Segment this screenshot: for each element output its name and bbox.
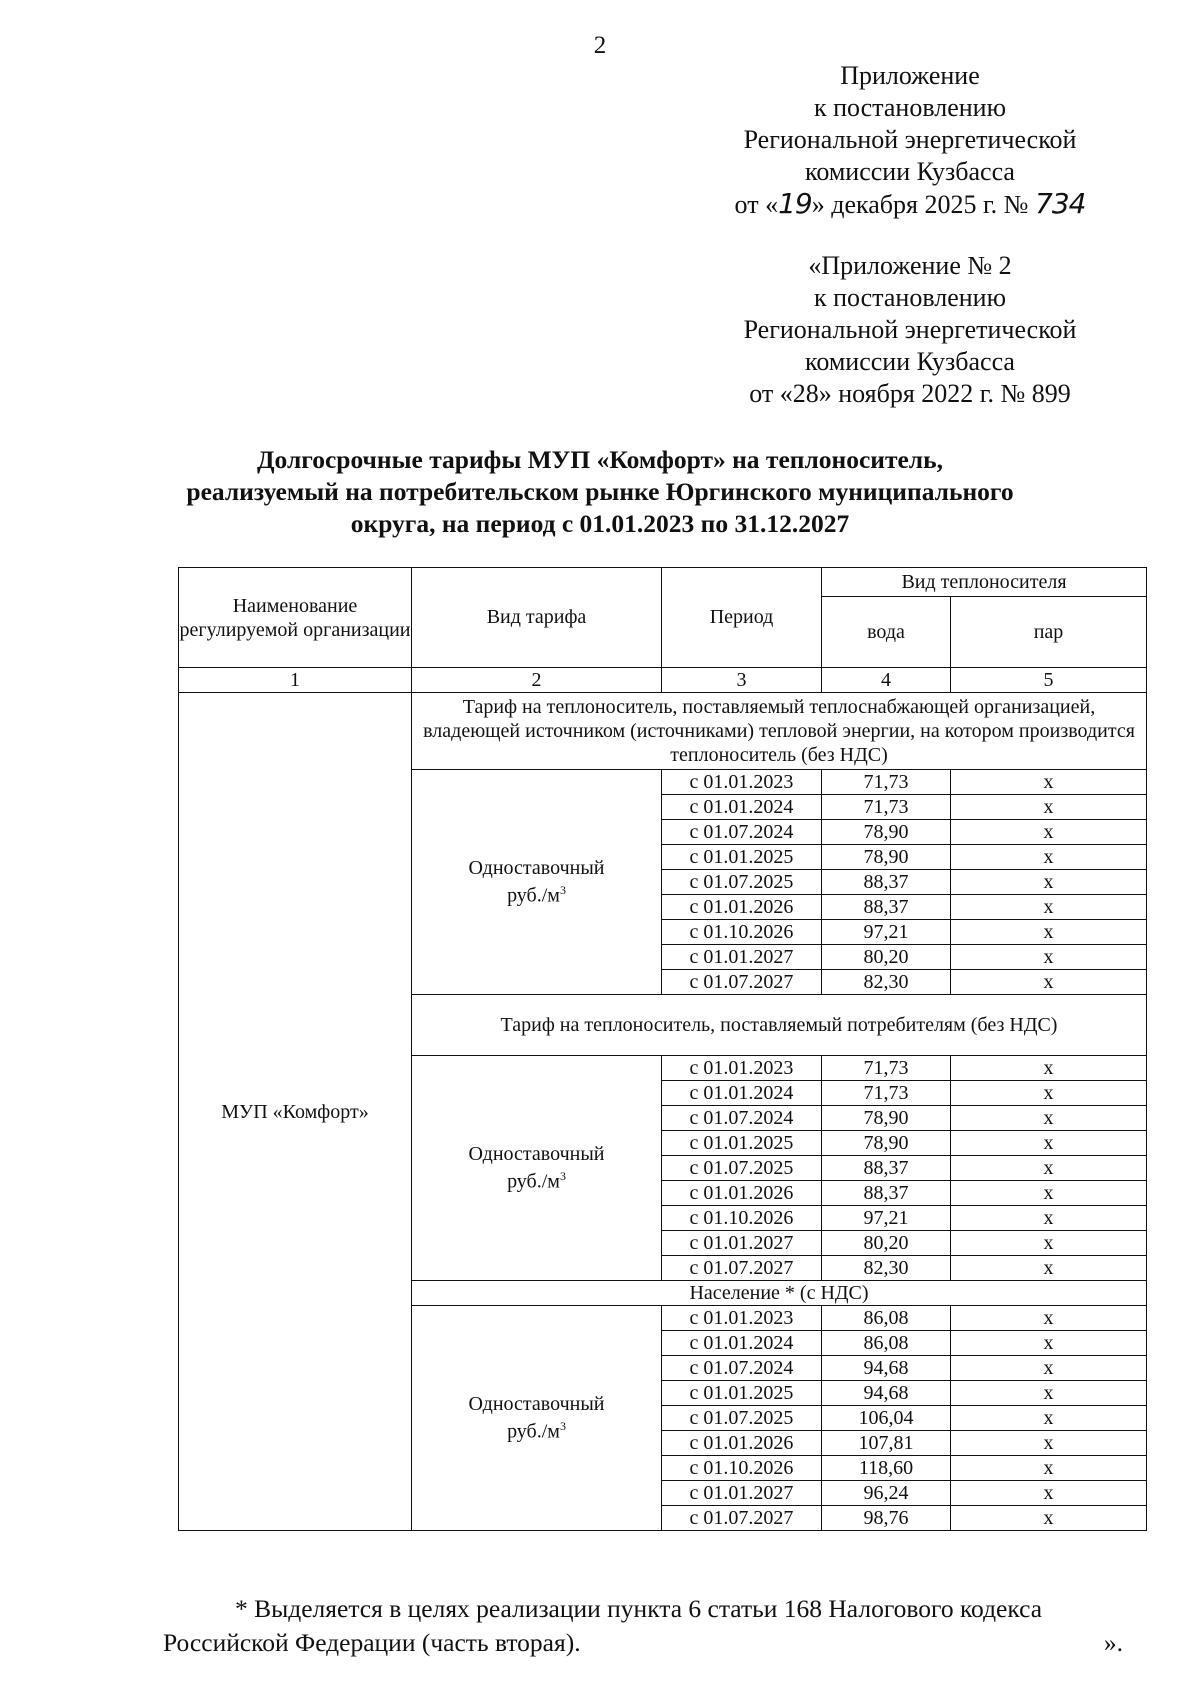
cell-steam: x xyxy=(951,1406,1147,1431)
cell-period: с 01.07.2024 xyxy=(662,1356,822,1381)
cell-period: с 01.01.2025 xyxy=(662,1131,822,1156)
cell-water: 106,04 xyxy=(822,1406,951,1431)
cell-water: 82,30 xyxy=(822,970,951,995)
cell-steam: x xyxy=(951,1231,1147,1256)
cell-water: 86,08 xyxy=(822,1331,951,1356)
cell-water: 88,37 xyxy=(822,870,951,895)
header-water: вода xyxy=(822,597,951,668)
cell-water: 71,73 xyxy=(822,770,951,795)
title-line: округа, на период с 01.01.2023 по 31.12.2027 xyxy=(350,509,850,538)
closing-quote: ». xyxy=(1103,1628,1123,1657)
tariff-label: Одноставочный xyxy=(468,1143,605,1166)
cell-water: 97,21 xyxy=(822,1206,951,1231)
unit-superscript: 3 xyxy=(559,1169,566,1184)
header-row xyxy=(179,568,1147,597)
section-title: Тариф на теплоноситель, поставляемый потребителям (без НДС) xyxy=(412,995,1147,1056)
cell-steam: x xyxy=(951,1306,1147,1331)
cell-period: с 01.01.2027 xyxy=(662,1231,822,1256)
cell-period: с 01.10.2026 xyxy=(662,920,822,945)
cell-steam: x xyxy=(951,1081,1147,1106)
cell-steam: x xyxy=(951,1456,1147,1481)
document-title xyxy=(150,444,1050,540)
appendix-line: к постановлению xyxy=(813,93,1007,122)
appendix-line: «Приложение № 2 xyxy=(808,251,1012,280)
appendix-line: от «28» ноября 2022 г. № 899 xyxy=(749,379,1071,408)
cell-water: 80,20 xyxy=(822,1231,951,1256)
cell-water: 71,73 xyxy=(822,1056,951,1081)
date-middle: » декабря 2025 г. № xyxy=(811,190,1029,219)
date-prefix: от « xyxy=(734,190,779,219)
cell-period: с 01.01.2023 xyxy=(662,770,822,795)
footnote-line: * Выделяется в целях реализации пункта 6 статьи 168 Налогового кодекса xyxy=(235,1594,1043,1623)
tariff-unit xyxy=(412,1415,661,1443)
appendix-line: комиссии Кузбасса xyxy=(805,157,1015,186)
cell-period: с 01.01.2025 xyxy=(662,1381,822,1406)
cell-steam: x xyxy=(951,1331,1147,1356)
unit-superscript: 3 xyxy=(559,1419,566,1434)
cell-steam: x xyxy=(951,820,1147,845)
organization-name: МУП «Комфорт» xyxy=(179,693,412,1531)
cell-steam: x xyxy=(951,1181,1147,1206)
cell-steam: x xyxy=(951,1506,1147,1531)
cell-water: 71,73 xyxy=(822,795,951,820)
cell-steam: x xyxy=(951,795,1147,820)
appendix-header xyxy=(700,60,1120,221)
unit-text: руб./м xyxy=(507,884,560,907)
column-number: 5 xyxy=(951,668,1147,693)
cell-steam: x xyxy=(951,1131,1147,1156)
tariff-unit xyxy=(412,1165,661,1193)
tariff-table xyxy=(178,567,1147,1531)
cell-water: 78,90 xyxy=(822,1106,951,1131)
unit-text: руб./м xyxy=(507,1170,560,1193)
header-steam: пар xyxy=(951,597,1147,668)
cell-water: 94,68 xyxy=(822,1381,951,1406)
cell-period: с 01.01.2023 xyxy=(662,1306,822,1331)
column-number: 1 xyxy=(179,668,412,693)
tariff-type-cell xyxy=(412,1306,662,1531)
cell-steam: x xyxy=(951,1356,1147,1381)
cell-water: 71,73 xyxy=(822,1081,951,1106)
cell-steam: x xyxy=(951,1156,1147,1181)
appendix-line: к постановлению xyxy=(813,283,1007,312)
header-tariff-type: Вид тарифа xyxy=(412,568,662,668)
section-title: Тариф на теплоноситель, поставляемый теплоснабжающей организацией, владеющей источником (источниками) тепловой энергии, на котором производится теплоноситель (без НДС) xyxy=(412,693,1147,770)
cell-period: с 01.07.2024 xyxy=(662,1106,822,1131)
cell-period: с 01.01.2026 xyxy=(662,895,822,920)
handwritten-number: 734 xyxy=(1035,187,1086,220)
appendix-line: комиссии Кузбасса xyxy=(805,347,1015,376)
cell-period: с 01.01.2024 xyxy=(662,795,822,820)
cell-water: 80,20 xyxy=(822,945,951,970)
cell-steam: x xyxy=(951,1481,1147,1506)
footnote xyxy=(163,1592,1123,1660)
cell-steam: x xyxy=(951,970,1147,995)
cell-water: 88,37 xyxy=(822,895,951,920)
tariff-type-cell xyxy=(412,1056,662,1281)
cell-water: 78,90 xyxy=(822,1131,951,1156)
cell-water: 118,60 xyxy=(822,1456,951,1481)
cell-water: 96,24 xyxy=(822,1481,951,1506)
cell-water: 78,90 xyxy=(822,845,951,870)
cell-water: 88,37 xyxy=(822,1181,951,1206)
cell-period: с 01.07.2027 xyxy=(662,1506,822,1531)
unit-superscript: 3 xyxy=(559,883,566,898)
column-number: 4 xyxy=(822,668,951,693)
tariff-label: Одноставочный xyxy=(468,1393,605,1416)
cell-steam: x xyxy=(951,920,1147,945)
cell-period: с 01.01.2027 xyxy=(662,945,822,970)
cell-period: с 01.01.2024 xyxy=(662,1331,822,1356)
page-number: 2 xyxy=(593,32,607,59)
cell-water: 78,90 xyxy=(822,820,951,845)
cell-steam: x xyxy=(951,1381,1147,1406)
cell-steam: x xyxy=(951,1431,1147,1456)
tariff-type-cell xyxy=(412,770,662,995)
tariff-label: Одноставочный xyxy=(468,857,605,880)
appendix-line: Региональной энергетической xyxy=(743,125,1077,154)
cell-period: с 01.07.2027 xyxy=(662,1256,822,1281)
cell-period: с 01.10.2026 xyxy=(662,1206,822,1231)
cell-period: с 01.01.2024 xyxy=(662,1081,822,1106)
column-number: 2 xyxy=(412,668,662,693)
cell-period: с 01.07.2025 xyxy=(662,870,822,895)
cell-steam: x xyxy=(951,1106,1147,1131)
column-number-row xyxy=(179,668,1147,693)
tariff-unit xyxy=(412,879,661,907)
cell-steam: x xyxy=(951,1056,1147,1081)
cell-steam: x xyxy=(951,945,1147,970)
cell-period: с 01.10.2026 xyxy=(662,1456,822,1481)
cell-water: 107,81 xyxy=(822,1431,951,1456)
footnote-line xyxy=(163,1626,1123,1660)
appendix-line: Приложение xyxy=(840,61,980,90)
cell-period: с 01.01.2026 xyxy=(662,1181,822,1206)
header-period: Период xyxy=(662,568,822,668)
footnote-text: Российской Федерации (часть вторая). xyxy=(163,1628,581,1657)
cell-steam: x xyxy=(951,1256,1147,1281)
cell-period: с 01.07.2025 xyxy=(662,1156,822,1181)
cell-period: с 01.01.2027 xyxy=(662,1481,822,1506)
appendix-line: Региональной энергетической xyxy=(743,315,1077,344)
original-appendix-header xyxy=(700,250,1120,410)
cell-water: 88,37 xyxy=(822,1156,951,1181)
cell-steam: x xyxy=(951,1206,1147,1231)
column-number: 3 xyxy=(662,668,822,693)
section-title: Население * (с НДС) xyxy=(412,1281,1147,1306)
title-line: реализуемый на потребительском рынке Юргинского муниципального xyxy=(186,477,1014,506)
cell-steam: x xyxy=(951,895,1147,920)
title-line: Долгосрочные тарифы МУП «Комфорт» на теплоноситель, xyxy=(257,445,943,474)
cell-steam: x xyxy=(951,770,1147,795)
cell-steam: x xyxy=(951,870,1147,895)
header-organization: Наименование регулируемой организации xyxy=(179,568,412,668)
appendix-date-line xyxy=(700,188,1120,221)
cell-steam: x xyxy=(951,845,1147,870)
cell-water: 94,68 xyxy=(822,1356,951,1381)
cell-water: 82,30 xyxy=(822,1256,951,1281)
cell-period: с 01.01.2023 xyxy=(662,1056,822,1081)
header-carrier-type: Вид теплоносителя xyxy=(822,568,1147,597)
section-title-row xyxy=(179,693,1147,770)
unit-text: руб./м xyxy=(507,1420,560,1443)
cell-period: с 01.07.2024 xyxy=(662,820,822,845)
cell-period: с 01.01.2026 xyxy=(662,1431,822,1456)
cell-water: 97,21 xyxy=(822,920,951,945)
cell-water: 86,08 xyxy=(822,1306,951,1331)
cell-period: с 01.01.2025 xyxy=(662,845,822,870)
handwritten-day: 19 xyxy=(778,187,812,220)
cell-period: с 01.07.2025 xyxy=(662,1406,822,1431)
cell-water: 98,76 xyxy=(822,1506,951,1531)
cell-period: с 01.07.2027 xyxy=(662,970,822,995)
